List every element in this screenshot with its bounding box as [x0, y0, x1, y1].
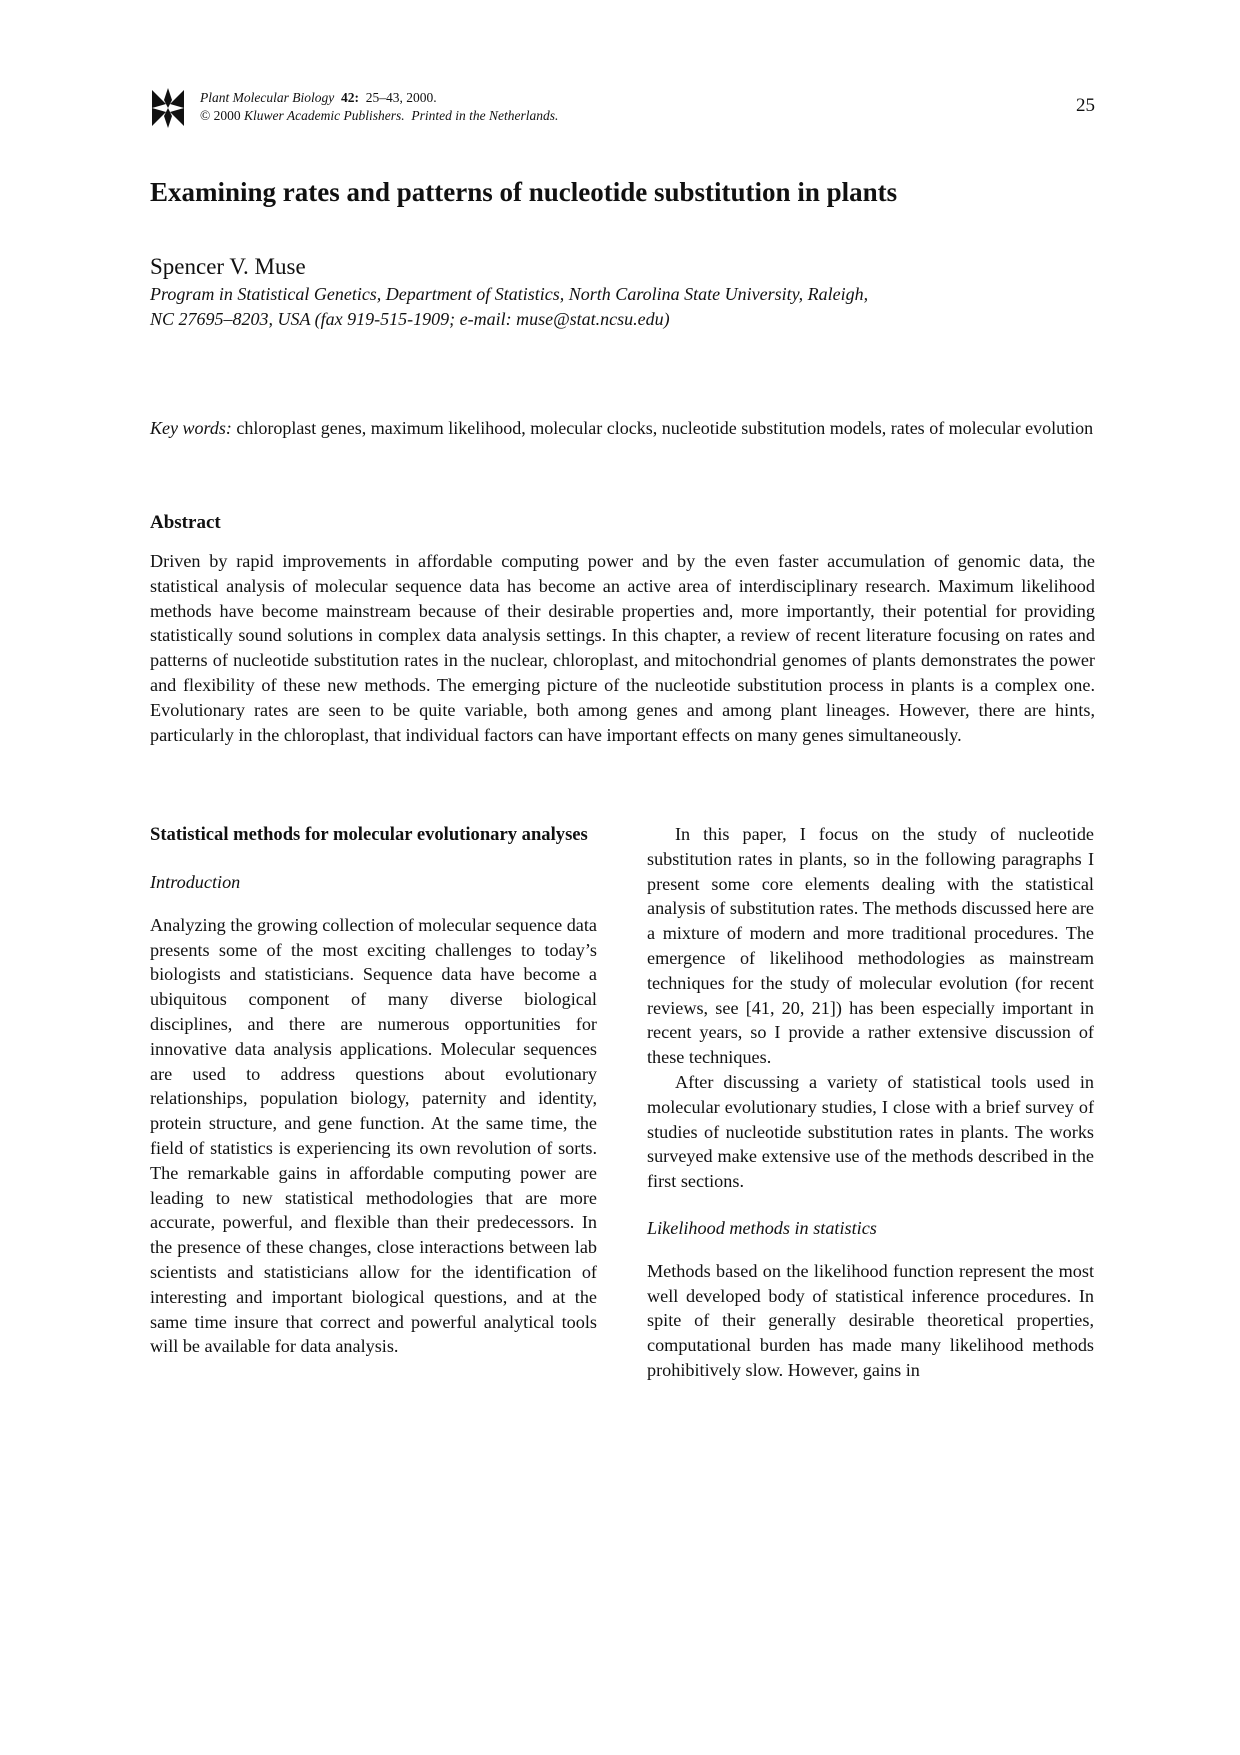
- journal-pages-year: 25–43, 2000.: [365, 90, 437, 105]
- keywords: [150, 416, 1095, 441]
- abstract-text: Driven by rapid improvements in affordable computing power and by the even faster accumulation of genomic data, the statistical analysis of molecular sequence data has become an active area of interdisciplinary research. Maximum likelihood methods have become mainstream because of their desirable properties and, more importantly, their potential for providing statistically sound solutions in complex data analysis settings. In this chapter, a review of recent literature focusing on rates and patterns of nucleotide substitution rates in the nuclear, chloroplast, and mitochondrial genomes of plants demonstrates the power and flexibility of these new methods. The emerging picture of the nucleotide substitution process in plants is a complex one. Evolutionary rates are seen to be quite variable, both among genes and among plant lineages. However, there are hints, particularly in the chloroplast, that individual factors can have important effects on many genes simultaneously.: [150, 551, 1095, 745]
- body-paragraph: Methods based on the likelihood function represent the most well developed body of statistical inference procedures. In spite of their generally desirable theoretical properties, computational burden has made many likelihood methods prohibitively slow. However, gains in: [647, 1260, 1094, 1380]
- journal-name: Plant Molecular Biology: [200, 90, 335, 105]
- subsection-heading-introduction: Introduction: [150, 872, 241, 892]
- affiliation-line: NC 27695–8203, USA (fax 919-515-1909; e-mail: muse@stat.ncsu.edu): [150, 309, 670, 329]
- journal-citation-line: [200, 89, 558, 107]
- right-column: [647, 822, 1094, 1383]
- printed-location: Printed in the Netherlands.: [411, 108, 559, 123]
- body-paragraph: In this paper, I focus on the study of nucleotide substitution rates in plants, so in the following paragraphs I present some core elements dealing with the statistical analysis of substitution rates. The methods discussed here are a mixture of modern and more traditional procedures. The emergence of likelihood methodologies as mainstream techniques for the study of molecular evolution (for recent reviews, see [41, 20, 21]) has been especially important in recent years, so I provide a rather extensive discussion of these techniques.: [647, 824, 1094, 1068]
- keywords-label: Key words:: [150, 418, 232, 438]
- kluwer-publisher-logo-icon: [150, 86, 186, 130]
- copyright-line: [200, 107, 558, 125]
- publisher-name: Kluwer Academic Publishers.: [244, 108, 405, 123]
- left-column: [150, 822, 597, 1359]
- journal-citation: [200, 89, 558, 125]
- section-heading: Statistical methods for molecular evolutionary analyses: [150, 824, 588, 845]
- subsection-heading-likelihood: Likelihood methods in statistics: [647, 1217, 877, 1238]
- copyright-year: 2000: [213, 108, 241, 123]
- journal-volume: 42:: [340, 90, 359, 105]
- author-affiliation: [150, 282, 1090, 332]
- copyright-symbol: ©: [200, 108, 211, 123]
- article-title: Examining rates and patterns of nucleotide substitution in plants: [150, 177, 898, 207]
- author-name: Spencer V. Muse: [150, 254, 306, 279]
- affiliation-line: Program in Statistical Genetics, Department of Statistics, North Carolina State University, Raleigh,: [150, 284, 869, 304]
- keywords-text: chloroplast genes, maximum likelihood, molecular clocks, nucleotide substitution models, rates of molecular evolution: [236, 418, 1094, 438]
- body-paragraph: After discussing a variety of statistical tools used in molecular evolutionary studies, I close with a brief survey of studies of nucleotide substitution rates in plants. The works surveyed make extensive use of the methods described in the first sections.: [647, 1071, 1094, 1192]
- page-number: 25: [1076, 95, 1095, 116]
- body-paragraph: Analyzing the growing collection of molecular sequence data presents some of the most exciting challenges to today’s biologists and statisticians. Sequence data have become a ubiquitous component of many diverse biological disciplines, and there are numerous opportunities for innovative data analysis applications. Molecular sequences are used to address questions about evolutionary relationships, population biology, paternity and identity, protein structure, and gene function. At the same time, the field of statistics is experiencing its own revolution of sorts. The remarkable gains in affordable computing power are leading to new statistical methodologies that are more accurate, powerful, and flexible than their predecessors. In the presence of these changes, close interactions between lab scientists and statisticians allow for the identification of interesting and important biological questions, and at the same time insure that correct and powerful analytical tools will be available for data analysis.: [150, 914, 597, 1357]
- abstract-heading: Abstract: [150, 512, 221, 533]
